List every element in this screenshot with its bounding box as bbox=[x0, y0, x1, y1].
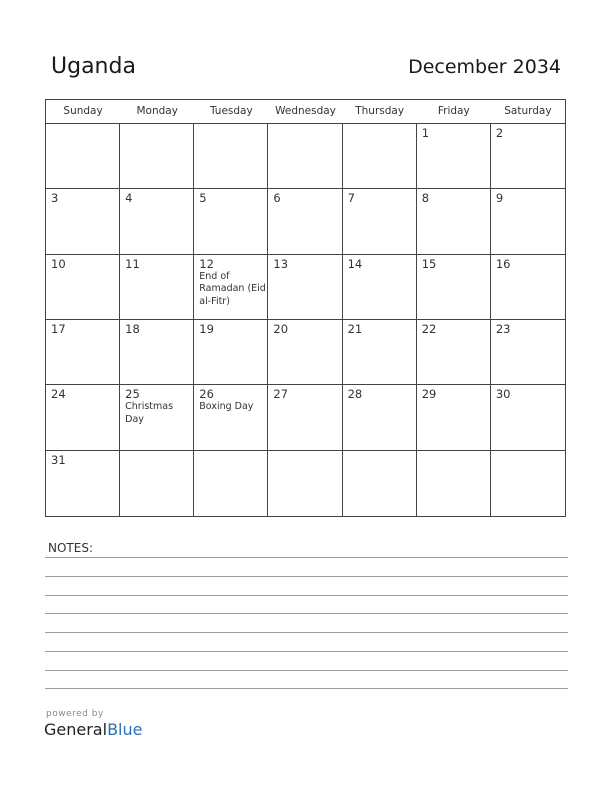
day-cell[interactable] bbox=[46, 451, 120, 516]
day-number: 22 bbox=[421, 322, 437, 336]
day-cell[interactable] bbox=[46, 320, 120, 385]
powered-by-text: powered by bbox=[46, 709, 104, 719]
country-title: Uganda bbox=[51, 54, 136, 79]
calendar-grid bbox=[45, 99, 566, 517]
notes-line bbox=[45, 632, 568, 633]
notes-line bbox=[45, 670, 568, 671]
day-cell[interactable] bbox=[417, 451, 491, 516]
day-cell[interactable] bbox=[194, 255, 268, 320]
day-number: 10 bbox=[51, 256, 66, 271]
day-cell[interactable] bbox=[46, 255, 120, 320]
generalblue-logo[interactable] bbox=[44, 720, 142, 739]
day-cell[interactable] bbox=[46, 124, 120, 189]
day-cell[interactable] bbox=[491, 451, 565, 516]
day-cell[interactable] bbox=[194, 124, 268, 189]
day-number: 20 bbox=[273, 322, 289, 336]
weekday-tuesday: Tuesday bbox=[209, 105, 253, 117]
day-cell[interactable] bbox=[417, 255, 491, 320]
day-cell[interactable] bbox=[491, 124, 565, 189]
day-cell[interactable] bbox=[46, 189, 120, 254]
weekday-header-row bbox=[46, 100, 565, 124]
day-cell[interactable] bbox=[120, 451, 194, 516]
day-cell[interactable] bbox=[343, 385, 417, 450]
day-cell[interactable] bbox=[120, 124, 194, 189]
day-cell[interactable] bbox=[343, 189, 417, 254]
day-cell[interactable] bbox=[120, 189, 194, 254]
day-cell[interactable] bbox=[268, 255, 342, 320]
day-cell[interactable] bbox=[194, 320, 268, 385]
day-cell[interactable] bbox=[417, 320, 491, 385]
day-number: 4 bbox=[125, 191, 133, 206]
day-number: 31 bbox=[51, 452, 66, 467]
day-number: 15 bbox=[421, 256, 437, 271]
day-cell[interactable] bbox=[120, 385, 194, 450]
day-number: 19 bbox=[199, 322, 214, 336]
day-grid bbox=[46, 124, 565, 516]
day-cell[interactable] bbox=[120, 255, 194, 320]
day-number: 30 bbox=[495, 387, 511, 402]
day-number: 7 bbox=[347, 191, 355, 206]
day-cell[interactable] bbox=[343, 124, 417, 189]
day-cell[interactable] bbox=[343, 320, 417, 385]
weekday-monday: Monday bbox=[136, 105, 178, 117]
notes-line bbox=[45, 613, 568, 614]
notes-line bbox=[45, 576, 568, 577]
weekday-sunday: Sunday bbox=[63, 105, 103, 117]
notes-label: NOTES: bbox=[48, 541, 93, 555]
day-cell[interactable] bbox=[491, 320, 565, 385]
month-title: December 2034 bbox=[408, 56, 561, 78]
day-number: 12 bbox=[199, 256, 214, 271]
day-number: 14 bbox=[347, 256, 363, 271]
day-number: 28 bbox=[347, 387, 363, 402]
notes-line bbox=[45, 688, 568, 689]
day-number: 18 bbox=[125, 322, 140, 336]
day-cell[interactable] bbox=[417, 189, 491, 254]
day-cell[interactable] bbox=[268, 320, 342, 385]
day-cell[interactable] bbox=[343, 255, 417, 320]
day-cell[interactable] bbox=[268, 124, 342, 189]
day-cell[interactable] bbox=[491, 189, 565, 254]
holiday-label: End of Ramadan (Eid al-Fitr) bbox=[199, 270, 266, 307]
day-cell[interactable] bbox=[268, 189, 342, 254]
day-cell[interactable] bbox=[120, 320, 194, 385]
day-number: 5 bbox=[199, 191, 207, 206]
day-cell[interactable] bbox=[268, 451, 342, 516]
day-number: 27 bbox=[273, 387, 289, 402]
day-number: 9 bbox=[495, 191, 504, 206]
day-number: 17 bbox=[51, 322, 66, 336]
day-cell[interactable] bbox=[194, 451, 268, 516]
day-number: 21 bbox=[347, 322, 363, 336]
weekday-thursday: Thursday bbox=[355, 105, 405, 117]
day-cell[interactable] bbox=[417, 124, 491, 189]
day-cell[interactable] bbox=[343, 451, 417, 516]
day-cell[interactable] bbox=[417, 385, 491, 450]
notes-line bbox=[45, 595, 568, 596]
brand-blue: Blue bbox=[107, 720, 143, 739]
day-number: 25 bbox=[125, 387, 140, 402]
day-number: 26 bbox=[199, 387, 214, 402]
day-number: 1 bbox=[421, 126, 430, 140]
notes-line bbox=[45, 651, 568, 652]
notes-line bbox=[45, 557, 568, 558]
holiday-label: Christmas Day bbox=[125, 401, 174, 425]
day-number: 3 bbox=[51, 191, 59, 206]
brand-general: General bbox=[44, 720, 108, 739]
day-cell[interactable] bbox=[491, 255, 565, 320]
day-cell[interactable] bbox=[268, 385, 342, 450]
day-cell[interactable] bbox=[194, 385, 268, 450]
day-cell[interactable] bbox=[46, 385, 120, 450]
day-number: 24 bbox=[51, 387, 66, 402]
weekday-friday: Friday bbox=[437, 105, 470, 117]
day-number: 6 bbox=[273, 191, 281, 206]
day-number: 29 bbox=[421, 387, 437, 402]
day-number: 2 bbox=[495, 126, 504, 140]
day-number: 16 bbox=[495, 256, 511, 271]
day-number: 23 bbox=[495, 322, 511, 336]
day-number: 13 bbox=[273, 256, 289, 271]
holiday-label: Boxing Day bbox=[199, 401, 254, 413]
day-number: 8 bbox=[421, 191, 430, 206]
day-number: 11 bbox=[125, 256, 140, 271]
weekday-wednesday: Wednesday bbox=[275, 105, 336, 117]
day-cell[interactable] bbox=[491, 385, 565, 450]
weekday-saturday: Saturday bbox=[504, 105, 552, 117]
day-cell[interactable] bbox=[194, 189, 268, 254]
